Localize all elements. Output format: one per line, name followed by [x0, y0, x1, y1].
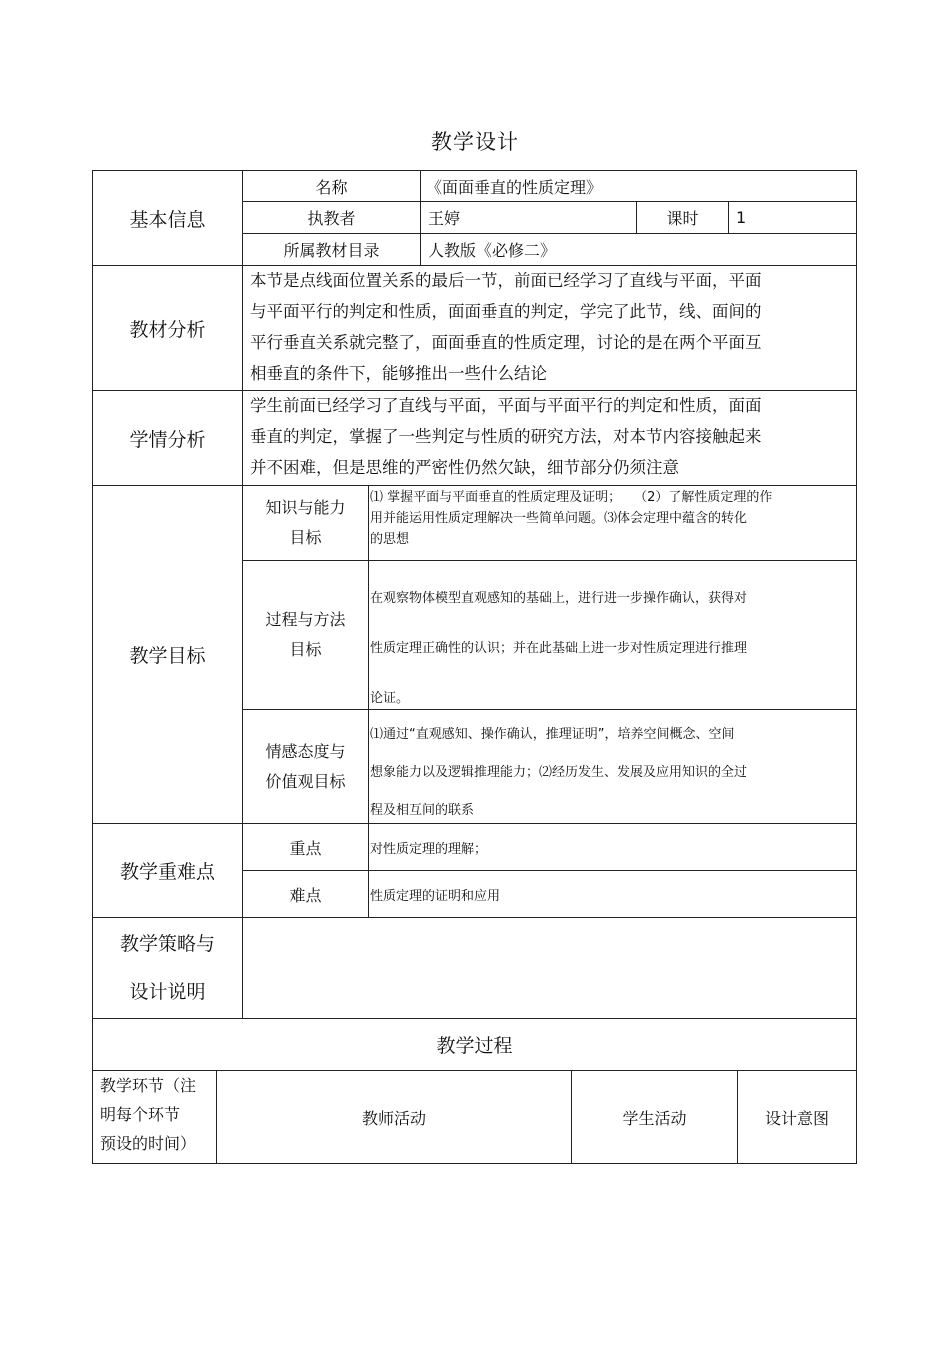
students-text	[250, 390, 850, 483]
knowledge-goal-label: 知识与能力 目标	[265, 498, 346, 547]
text-line: 程及相互间的联系	[370, 803, 475, 818]
text-line: 学生前面已经学习了直线与平面，平面与平面平行的判定和性质，面面	[250, 396, 762, 415]
process-col-intent: 设计意图	[764, 1108, 829, 1128]
text-line: 想象能力以及逻辑推理能力；⑵经历发生、发展及应用知识的全过	[370, 765, 748, 780]
text-line: 性质定理正确性的认识；并在此基础上进一步对性质定理进行推理	[370, 641, 748, 656]
textbook-value: 人教版《必修二》	[428, 241, 557, 260]
difficult-point-value: 性质定理的证明和应用	[370, 888, 501, 904]
textbook-label: 所属教材目录	[283, 241, 380, 260]
teacher-label: 执教者	[307, 209, 356, 228]
keypoints-section-label: 教学重难点	[119, 861, 215, 883]
strategy-section-label: 教学策略与 设计说明	[119, 933, 215, 1003]
period-label: 课时	[666, 209, 699, 228]
process-col-stage: 教学环节（注 明每个环节 预设的时间）	[100, 1076, 197, 1153]
period-value: 1	[736, 208, 747, 227]
goals-section-label: 教学目标	[129, 645, 206, 667]
page-title: 教学设计	[431, 130, 519, 154]
process-col-student: 学生活动	[622, 1108, 687, 1128]
text-line: 的思想	[370, 532, 410, 547]
process-goal-text	[370, 574, 854, 724]
text-line: 与平面平行的判定和性质，面面垂直的判定，学完了此节，线、面间的	[250, 302, 762, 321]
text-line: 在观察物体模型直观感知的基础上，进行进一步操作确认，获得对	[370, 591, 748, 606]
text-line: 用并能运用性质定理解决一些简单问题。⑶体会定理中蕴含的转化	[370, 511, 748, 526]
text-line: 并不困难，但是思维的严密性仍然欠缺，细节部分仍须注意	[250, 458, 679, 477]
process-col-teacher: 教师活动	[361, 1108, 426, 1128]
basic-info-section-label: 基本信息	[129, 208, 206, 231]
emotion-goal-label: 情感态度与 价值观目标	[265, 741, 346, 791]
process-title: 教学过程	[436, 1035, 513, 1057]
difficult-point-label: 难点	[289, 885, 322, 905]
text-line: 平行垂直关系就完整了，面面垂直的性质定理，讨论的是在两个平面互	[250, 333, 762, 352]
material-text	[250, 265, 850, 389]
key-point-value: 对性质定理的理解；	[370, 841, 488, 857]
emotion-goal-text	[370, 716, 854, 830]
text-line: ⑴通过“直观感知、操作确认，推理证明”，培养空间概念、空间	[370, 727, 735, 742]
process-goal-label: 过程与方法 目标	[265, 610, 346, 659]
name-value: 《面面垂直的性质定理》	[426, 177, 603, 197]
strategy-content	[243, 918, 856, 1018]
students-section-label: 学情分析	[129, 428, 206, 451]
text-line: 本节是点线面位置关系的最后一节，前面已经学习了直线与平面，平面	[250, 271, 762, 290]
text-line: 垂直的判定，掌握了一些判定与性质的研究方法，对本节内容接触起来	[250, 427, 762, 446]
text-line: 相垂直的条件下，能够推出一些什么结论	[250, 364, 547, 383]
text-line: ⑴ 掌握平面与平面垂直的性质定理及证明； （2）了解性质定理的作	[370, 490, 773, 505]
material-section-label: 教材分析	[129, 318, 206, 341]
knowledge-goal-text	[370, 487, 854, 550]
text-line: 论证。	[370, 691, 410, 706]
teacher-value: 王婷	[428, 209, 461, 228]
name-label: 名称	[315, 177, 348, 197]
key-point-label: 重点	[289, 838, 322, 858]
